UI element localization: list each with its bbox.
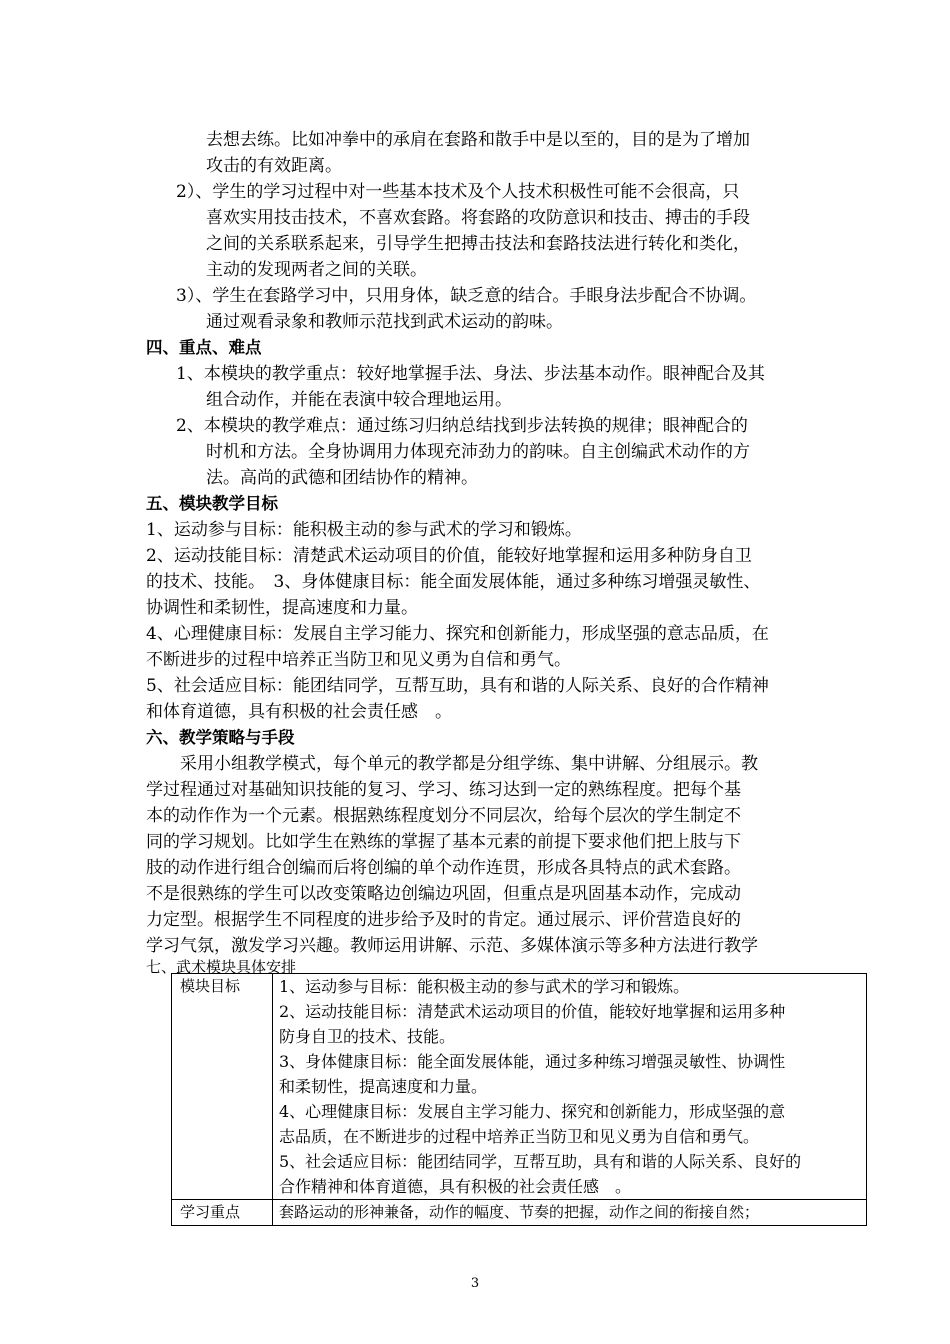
body-line: 力定型。根据学生不同程度的进步给予及时的肯定。通过展示、评价营造良好的 bbox=[146, 910, 741, 930]
section-heading: 七、武术模块具体安排 bbox=[146, 958, 297, 976]
body-line: 通过观看录象和教师示范找到武术运动的韵味。 bbox=[206, 312, 563, 332]
table-row bbox=[172, 1200, 867, 1226]
body-line: 4、心理健康目标：发展自主学习能力、探究和创新能力，形成坚强的意志品质，在 bbox=[146, 624, 769, 644]
table-row-label: 学习重点 bbox=[172, 1200, 273, 1226]
body-line: 2、本模块的教学难点：通过练习归纳总结找到步法转换的规律；眼神配合的 bbox=[176, 416, 748, 436]
table-cell-line: 2、运动技能目标：清楚武术运动项目的价值，能较好地掌握和运用多种 bbox=[279, 1002, 786, 1021]
table-cell-line: 和柔韧性，提高速度和力量。 bbox=[279, 1077, 488, 1096]
page-number: 3 bbox=[470, 1276, 480, 1291]
body-line: 去想去练。比如冲拳中的承肩在套路和散手中是以至的，目的是为了增加 bbox=[206, 130, 750, 150]
body-line: 不是很熟练的学生可以改变策略边创编边巩固，但重点是巩固基本动作，完成动 bbox=[146, 884, 741, 904]
body-line: 采用小组教学模式，每个单元的教学都是分组学练、集中讲解、分组展示。教 bbox=[180, 754, 758, 774]
body-line: 和体育道德，具有积极的社会责任感 。 bbox=[146, 702, 452, 722]
body-line: 攻击的有效距离。 bbox=[206, 156, 342, 176]
table-row-content bbox=[273, 974, 867, 1200]
table-cell-line: 防身自卫的技术、技能。 bbox=[279, 1027, 456, 1046]
table-row-content bbox=[273, 1200, 867, 1226]
body-line: 的技术、技能。 3、身体健康目标：能全面发展体能，通过多种练习增强灵敏性、 bbox=[146, 572, 761, 592]
table-row bbox=[172, 974, 867, 1200]
body-line: 2）、学生的学习过程中对一些基本技术及个人技术积极性可能不会很高，只 bbox=[176, 182, 740, 202]
table-cell-line: 3、身体健康目标：能全面发展体能，通过多种练习增强灵敏性、协调性 bbox=[279, 1052, 786, 1071]
table-cell-line: 志品质，在不断进步的过程中培养正当防卫和见义勇为自信和勇气。 bbox=[279, 1127, 760, 1146]
body-line: 5、社会适应目标：能团结同学，互帮互助，具有和谐的人际关系、良好的合作精神 bbox=[146, 676, 769, 696]
body-line: 3）、学生在套路学习中，只用身体，缺乏意的结合。手眼身法步配合不协调。 bbox=[176, 286, 757, 306]
body-line: 协调性和柔韧性，提高速度和力量。 bbox=[146, 598, 418, 618]
section-heading: 五、模块教学目标 bbox=[146, 494, 278, 513]
body-line: 主动的发现两者之间的关联。 bbox=[206, 260, 427, 280]
table-cell-line: 合作精神和体育道德，具有积极的社会责任感 。 bbox=[279, 1177, 632, 1196]
body-line: 之间的关系联系起来，引导学生把搏击技法和套路技法进行转化和类化， bbox=[206, 234, 750, 254]
body-line: 不断进步的过程中培养正当防卫和见义勇为自信和勇气。 bbox=[146, 650, 571, 670]
body-line: 喜欢实用技击技术，不喜欢套路。将套路的攻防意识和技击、搏击的手段 bbox=[206, 208, 750, 228]
body-line: 学过程通过对基础知识技能的复习、学习、练习达到一定的熟练程度。把每个基 bbox=[146, 780, 741, 800]
body-line: 2、运动技能目标：清楚武术运动项目的价值，能较好地掌握和运用多种防身自卫 bbox=[146, 546, 752, 566]
body-line: 1、运动参与目标：能积极主动的参与武术的学习和锻炼。 bbox=[146, 520, 582, 540]
table-cell-line: 5、社会适应目标：能团结同学，互帮互助，具有和谐的人际关系、良好的 bbox=[279, 1152, 802, 1171]
body-line: 时机和方法。全身协调用力体现充沛劲力的韵味。自主创编武术动作的方 bbox=[206, 442, 750, 462]
section-heading: 四、重点、难点 bbox=[146, 338, 262, 357]
body-line: 1、本模块的教学重点：较好地掌握手法、身法、步法基本动作。眼神配合及其 bbox=[176, 364, 765, 384]
table-cell-line: 套路运动的形神兼备，动作的幅度、节奏的把握，动作之间的衔接自然； bbox=[279, 1203, 760, 1221]
body-line: 同的学习规划。比如学生在熟练的掌握了基本元素的前提下要求他们把上肢与下 bbox=[146, 832, 741, 852]
table-row-label: 模块目标 bbox=[172, 974, 273, 1200]
body-line: 学习气氛，激发学习兴趣。教师运用讲解、示范、多媒体演示等多种方法进行教学 bbox=[146, 936, 758, 956]
module-table bbox=[171, 973, 867, 1226]
body-line: 组合动作，并能在表演中较合理地运用。 bbox=[206, 390, 512, 410]
table-cell-line: 1、运动参与目标：能积极主动的参与武术的学习和锻炼。 bbox=[279, 977, 690, 996]
section-heading: 六、教学策略与手段 bbox=[146, 728, 295, 747]
body-line: 肢的动作进行组合创编而后将创编的单个动作连贯，形成各具特点的武术套路。 bbox=[146, 858, 741, 878]
body-line: 本的动作作为一个元素。根据熟练程度划分不同层次，给每个层次的学生制定不 bbox=[146, 806, 741, 826]
table-cell-line: 4、心理健康目标：发展自主学习能力、探究和创新能力，形成坚强的意 bbox=[279, 1102, 786, 1121]
body-line: 法。高尚的武德和团结协作的精神。 bbox=[206, 468, 478, 488]
